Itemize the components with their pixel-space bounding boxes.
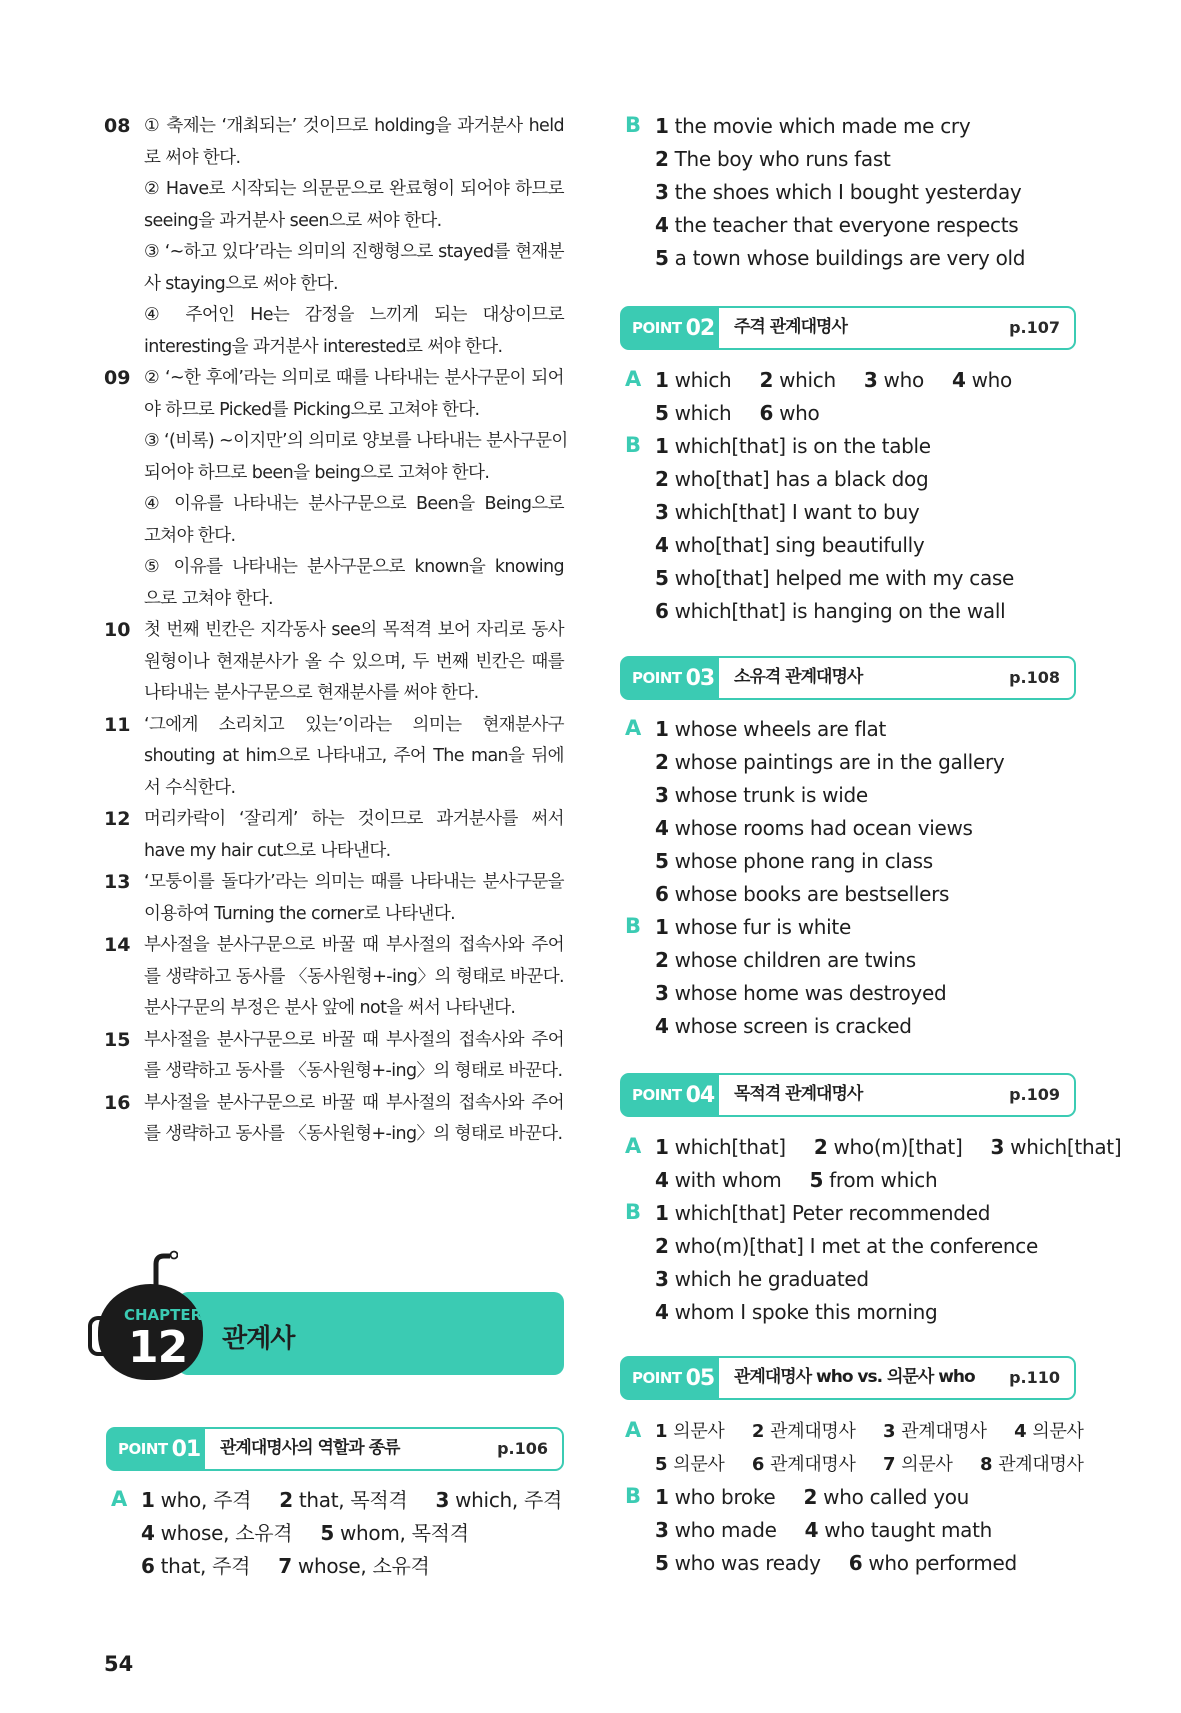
item-number: 10 [104, 619, 131, 641]
answer-text: who[that] sing beautifully [674, 533, 925, 557]
answer-number: 2 [655, 147, 669, 171]
point-number: 01 [171, 1436, 201, 1462]
answer-text: 관계대명사 [901, 1421, 987, 1442]
explanation-10 [104, 615, 564, 710]
explanation-line: have my hair cut으로 나타낸다. [144, 840, 391, 861]
explanation-line: 사 staying으로 써야 한다. [144, 273, 338, 294]
answer-text: 의문사 [901, 1454, 953, 1475]
chapter-number: 12 [128, 1322, 188, 1373]
answer-number: 3 [435, 1488, 450, 1512]
answer-text: who [971, 368, 1012, 392]
explanation-13 [104, 867, 564, 930]
point-title: 관계대명사 who vs. 의문사 who [734, 1367, 975, 1387]
answer-number: 6 [759, 401, 774, 425]
explanation-line: 이용하여 Turning the corner로 나타낸다. [144, 903, 456, 924]
answer-text: which, 주격 [455, 1488, 563, 1512]
answer-number: 2 [655, 1234, 669, 1258]
explanation-line: 원형이나 현재분사가 올 수 있으며, 두 번째 빈칸은 때를 [144, 651, 564, 672]
answer-text: whose fur is white [674, 915, 851, 939]
answer-row [655, 364, 1012, 397]
answer-row [655, 463, 928, 496]
answer-number: 4 [655, 1300, 669, 1324]
answer-text: who taught math [824, 1518, 993, 1542]
explanation-line: 분사구문의 부정은 분사 앞에 not을 써서 나타낸다. [144, 998, 516, 1018]
answer-row [655, 176, 1021, 209]
answer-number: 5 [320, 1521, 334, 1545]
answer-number: 5 [655, 1454, 668, 1475]
answer-number: 5 [655, 1551, 669, 1575]
explanation-11 [104, 710, 564, 805]
point-page-ref: p.106 [497, 1439, 548, 1458]
point-word: POINT [118, 1440, 168, 1458]
answer-text: 관계대명사 [770, 1421, 856, 1442]
answer-number: 6 [751, 1454, 765, 1475]
answer-text: which[that] is on the table [674, 434, 931, 458]
answer-row [655, 878, 949, 911]
answer-row [655, 746, 1004, 779]
point-03-header [620, 656, 1076, 700]
answer-number: 3 [655, 500, 669, 524]
answer-text: which[that] I want to buy [674, 500, 920, 524]
point-page-ref: p.108 [1009, 668, 1060, 687]
answer-text: which[that] Peter recommended [674, 1201, 991, 1225]
explanation-line: ‘그에게 소리치고 있는’이라는 의미는 현재분사구 [144, 714, 564, 735]
point-tag [621, 1357, 719, 1399]
item-number: 09 [104, 367, 131, 389]
answer-text: who was ready [674, 1551, 821, 1575]
explanation-line: 야 하므로 Picked를 Picking으로 고쳐야 한다. [144, 399, 480, 420]
section-letter-b: B [625, 914, 642, 938]
answer-row [141, 1517, 469, 1550]
point-tag [621, 657, 719, 699]
page-number: 54 [104, 1652, 134, 1676]
answer-number: 3 [883, 1421, 896, 1442]
item-number: 12 [104, 808, 131, 830]
answer-text: whose books are bestsellers [674, 882, 950, 906]
explanation-15 [104, 1025, 564, 1088]
explanation-line: 으로 고쳐야 한다. [144, 588, 274, 609]
explanation-09 [104, 363, 568, 615]
explanation-line: 나타내는 분사구문으로 현재분사를 써야 한다. [144, 683, 479, 703]
answer-text: whose screen is cracked [674, 1014, 912, 1038]
answer-text: 의문사 [673, 1421, 725, 1442]
answer-row [655, 397, 819, 430]
answer-text: who [779, 401, 820, 425]
answer-number: 2 [655, 467, 669, 491]
answer-text: who, 주격 [160, 1488, 252, 1512]
section-letter-a: A [625, 716, 642, 740]
answer-number: 2 [655, 750, 669, 774]
answer-row [655, 1263, 869, 1296]
answer-number: 1 [655, 434, 669, 458]
answer-number: 1 [655, 1135, 669, 1159]
explanation-line: 머리카락이 ‘잘리게’ 하는 것이므로 과거분사를 써서 [144, 809, 564, 829]
answer-text: the teacher that everyone respects [674, 213, 1019, 237]
explanation-line: ⑤ 이유를 나타내는 분사구문으로 known을 knowing [144, 557, 564, 577]
point-word: POINT [632, 1369, 682, 1387]
point-page-ref: p.109 [1009, 1085, 1060, 1104]
answer-number: 2 [751, 1421, 765, 1442]
explanation-line: 부사절을 분사구문으로 바꿀 때 부사절의 접속사와 주어 [144, 935, 564, 955]
answer-row [655, 562, 1014, 595]
answer-text: which[that] is hanging on the wall [674, 599, 1006, 623]
answer-row [655, 845, 933, 878]
answer-row [655, 977, 946, 1010]
section-letter-b: B [625, 433, 642, 457]
explanation-line: 로 써야 한다. [144, 147, 241, 168]
answer-number: 4 [655, 816, 669, 840]
answer-number: 4 [655, 213, 669, 237]
answer-number: 4 [655, 533, 669, 557]
point-page-ref: p.110 [1009, 1368, 1060, 1387]
answer-row [655, 1415, 1084, 1448]
periscope-icon [148, 1250, 178, 1286]
explanation-line: 첫 번째 빈칸은 지각동사 see의 목적격 보어 자리로 동사 [144, 620, 564, 640]
point-04-header [620, 1073, 1076, 1117]
answer-number: 2 [279, 1488, 293, 1512]
explanation-12 [104, 804, 564, 867]
answer-text: whose phone rang in class [674, 849, 933, 873]
answer-number: 1 [655, 915, 669, 939]
answer-number: 6 [848, 1551, 863, 1575]
item-number: 11 [104, 713, 131, 736]
answer-text: 의문사 [1032, 1421, 1084, 1442]
answer-text: whose children are twins [674, 948, 916, 972]
answer-row [655, 1197, 990, 1230]
answer-number: 1 [141, 1488, 155, 1512]
answer-text: who[that] helped me with my case [674, 566, 1015, 590]
item-number: 13 [104, 871, 131, 893]
point-page-ref: p.107 [1009, 318, 1060, 337]
answer-row [655, 242, 1025, 275]
answer-row [655, 1481, 969, 1514]
answer-number: 5 [655, 849, 669, 873]
answer-number: 5 [655, 246, 669, 270]
section-letter-a: A [625, 1134, 642, 1158]
answer-row [655, 911, 851, 944]
answer-number: 3 [990, 1135, 1005, 1159]
answer-number: 4 [655, 1014, 669, 1038]
explanation-line: shouting at him으로 나타내고, 주어 The man을 뒤에 [144, 746, 564, 766]
point-title: 관계대명사의 역할과 종류 [220, 1438, 400, 1458]
item-number: 15 [104, 1028, 131, 1051]
answer-text: with whom [674, 1168, 782, 1192]
chapter-header [88, 1250, 564, 1380]
explanation-08 [104, 111, 564, 363]
answer-text: who [883, 368, 924, 392]
answer-row [655, 812, 973, 845]
answer-row [655, 1230, 1038, 1263]
answer-row [655, 1131, 1121, 1164]
answer-row [655, 496, 919, 529]
answer-row [655, 779, 868, 812]
section-letter-b: B [625, 1484, 642, 1508]
answer-text: which he graduated [674, 1267, 869, 1291]
answer-text: who made [674, 1518, 777, 1542]
section-letter-a: A [111, 1487, 128, 1511]
answer-number: 4 [804, 1518, 819, 1542]
answer-text: that, 목적격 [298, 1488, 408, 1512]
answer-number: 7 [278, 1554, 292, 1578]
answer-number: 3 [655, 981, 669, 1005]
answer-number: 3 [863, 368, 878, 392]
section-letter-b: B [625, 1200, 642, 1224]
answer-text: whose paintings are in the gallery [674, 750, 1005, 774]
answer-number: 4 [951, 368, 966, 392]
point-word: POINT [632, 669, 682, 687]
answer-number: 1 [655, 717, 669, 741]
answer-number: 6 [655, 882, 669, 906]
answer-number: 1 [655, 114, 669, 138]
explanation-line: ① 축제는 ‘개최되는’ 것이므로 holding을 과거분사 held [144, 116, 564, 136]
answer-row [655, 713, 886, 746]
answer-row [655, 1448, 1084, 1481]
point-tag [621, 307, 719, 349]
point-number: 02 [685, 315, 715, 341]
answer-text: 관계대명사 [998, 1454, 1084, 1475]
explanation-line: ‘모퉁이를 돌다가’라는 의미는 때를 나타내는 분사구문을 [144, 872, 564, 892]
answer-text: a town whose buildings are very old [674, 246, 1026, 270]
answer-number: 2 [655, 948, 669, 972]
answer-text: which [674, 368, 732, 392]
answer-text: that, 주격 [160, 1554, 251, 1578]
answer-number: 3 [655, 1267, 669, 1291]
answer-row [141, 1550, 430, 1583]
answer-number: 1 [655, 368, 669, 392]
answer-row [655, 944, 916, 977]
explanation-line: ④ 이유를 나타내는 분사구문으로 Been을 Being으로 [144, 494, 564, 514]
answer-text: whose trunk is wide [674, 783, 868, 807]
explanation-line: ④ 주어인 He는 감정을 느끼게 되는 대상이므로 [144, 305, 564, 325]
explanation-line: interesting을 과거분사 interested로 써야 한다. [144, 336, 503, 357]
explanation-16 [104, 1088, 564, 1151]
answer-text: whom, 목적격 [339, 1521, 469, 1545]
answer-text: whose, 소유격 [297, 1554, 430, 1578]
item-number: 08 [104, 115, 131, 137]
answer-row [655, 529, 924, 562]
answer-number: 6 [141, 1554, 155, 1578]
answer-text: who[that] has a black dog [674, 467, 929, 491]
answer-text: 관계대명사 [770, 1454, 856, 1475]
answer-row [655, 595, 1005, 628]
explanation-line: seeing을 과거분사 seen으로 써야 한다. [144, 210, 442, 231]
answer-number: 4 [655, 1168, 669, 1192]
explanation-line: 를 생략하고 동사를 〈동사원형+-ing〉의 형태로 바꾼다. [144, 1061, 563, 1081]
explanation-line: 부사절을 분사구문으로 바꿀 때 부사절의 접속사와 주어 [144, 1092, 564, 1113]
answer-text: whom I spoke this morning [674, 1300, 938, 1324]
explanation-line: 를 생략하고 동사를 〈동사원형+-ing〉의 형태로 바꾼다. [144, 1124, 563, 1144]
answer-row [655, 110, 970, 143]
explanation-line: 되어야 하므로 been을 being으로 고쳐야 한다. [144, 462, 490, 483]
answer-text: the movie which made me cry [674, 114, 971, 138]
explanation-line: ③ ‘~하고 있다’라는 의미의 진행형으로 stayed를 현재분 [144, 242, 564, 262]
answer-number: 4 [141, 1521, 155, 1545]
point-number: 04 [685, 1082, 715, 1108]
point-number: 03 [685, 665, 715, 691]
section-letter-a: A [625, 1418, 642, 1442]
answer-text: The boy who runs fast [674, 147, 891, 171]
answer-number: 7 [883, 1454, 896, 1475]
answer-text: whose rooms had ocean views [674, 816, 973, 840]
section-letter-a: A [625, 367, 642, 391]
answer-number: 2 [759, 368, 774, 392]
item-number: 16 [104, 1091, 131, 1114]
answer-row [655, 1296, 937, 1329]
answer-number: 3 [655, 1518, 669, 1542]
explanation-line: 고쳐야 한다. [144, 525, 236, 546]
answer-number: 3 [655, 783, 669, 807]
answer-text: who(m)[that] [833, 1135, 963, 1159]
answer-text: who broke [674, 1485, 776, 1509]
explanation-list [104, 111, 568, 1151]
explanation-line: 서 수식한다. [144, 777, 236, 798]
answer-text: 의문사 [673, 1454, 725, 1475]
answer-text: who called you [823, 1485, 970, 1509]
answer-row [655, 1164, 937, 1197]
point-title: 목적격 관계대명사 [734, 1084, 863, 1104]
answer-row [655, 1514, 992, 1547]
answer-text: which [674, 401, 732, 425]
answer-text: which[that] [674, 1135, 786, 1159]
answer-number: 8 [979, 1454, 993, 1475]
point-title: 주격 관계대명사 [734, 317, 847, 337]
answer-number: 2 [803, 1485, 818, 1509]
answer-text: from which [829, 1168, 938, 1192]
answer-text: who(m)[that] I met at the conference [674, 1234, 1038, 1258]
point-02-header [620, 306, 1076, 350]
point-05-header [620, 1356, 1076, 1400]
answer-number: 3 [655, 180, 669, 204]
answer-number: 5 [655, 566, 669, 590]
answer-number: 5 [655, 401, 669, 425]
explanation-line: ② ‘~한 후에’라는 의미로 때를 나타내는 분사구문이 되어 [144, 368, 564, 388]
section-letter-b: B [625, 113, 642, 137]
answer-row [655, 209, 1018, 242]
answer-row [141, 1484, 562, 1517]
point-word: POINT [632, 319, 682, 337]
answer-text: which [779, 368, 836, 392]
point-01-header [106, 1427, 564, 1471]
explanation-line: 부사절을 분사구문으로 바꿀 때 부사절의 접속사와 주어 [144, 1029, 564, 1050]
answer-text: who performed [868, 1551, 1017, 1575]
answer-text: whose, 소유격 [160, 1521, 293, 1545]
explanation-14 [104, 930, 564, 1025]
point-number: 05 [685, 1365, 715, 1391]
answer-number: 6 [655, 599, 669, 623]
explanation-line: ③ ‘(비록) ~이지만’의 의미로 양보를 나타내는 분사구문이 [144, 431, 568, 451]
answer-number: 1 [655, 1421, 668, 1442]
answer-number: 5 [809, 1168, 824, 1192]
answer-text: which[that] [1010, 1135, 1122, 1159]
answer-row [655, 430, 931, 463]
answer-row [655, 143, 891, 176]
answer-text: whose home was destroyed [674, 981, 947, 1005]
answer-text: the shoes which I bought yesterday [674, 180, 1022, 204]
point-title: 소유격 관계대명사 [734, 667, 863, 687]
answer-number: 1 [655, 1485, 669, 1509]
answer-number: 1 [655, 1201, 669, 1225]
item-number: 14 [104, 934, 131, 956]
answer-row [655, 1547, 1017, 1580]
answer-number: 4 [1014, 1421, 1027, 1442]
chapter-label: CHAPTER [124, 1306, 203, 1324]
explanation-line: 를 생략하고 동사를 〈동사원형+-ing〉의 형태로 바꾼다. [144, 966, 564, 987]
point-tag [107, 1428, 205, 1470]
chapter-title: 관계사 [222, 1324, 295, 1354]
answer-row [655, 1010, 912, 1043]
explanation-line: ② Have로 시작되는 의문문으로 완료형이 되어야 하므로 [144, 179, 564, 199]
point-word: POINT [632, 1086, 682, 1104]
point-tag [621, 1074, 719, 1116]
answer-text: whose wheels are flat [674, 717, 887, 741]
answer-number: 2 [813, 1135, 828, 1159]
